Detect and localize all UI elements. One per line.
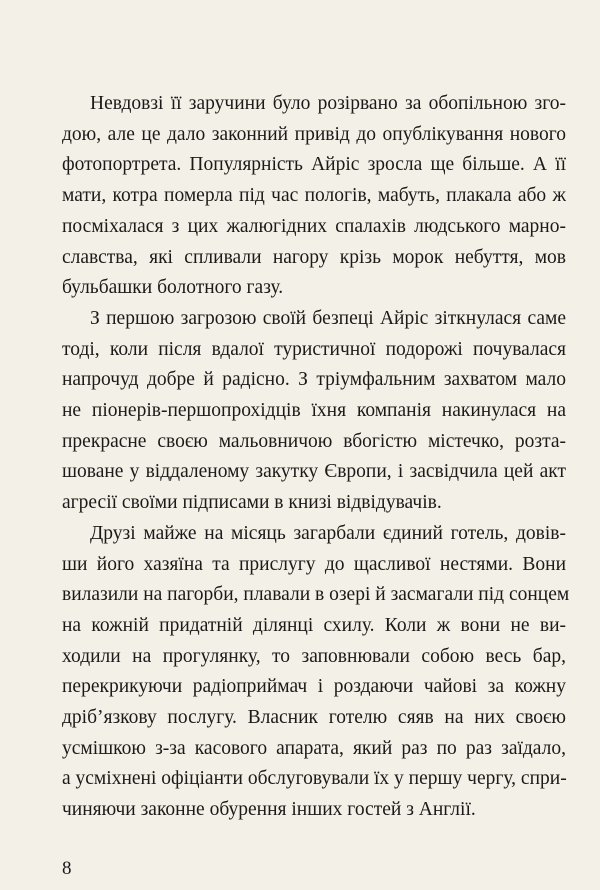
text-line: перекрикуючи радіоприймач і роздаючи чайові за кожну <box>62 676 566 698</box>
paragraph <box>62 304 566 519</box>
text-line: славства, які спливали нагору крізь морок небуття, мов <box>62 246 566 268</box>
text-line: мати, котра померла під час пологів, мабуть, плакала або ж <box>62 185 566 207</box>
text-line: ходили на прогулянку, то заповнювали собою весь бар, <box>62 645 566 667</box>
page-number: 8 <box>62 858 72 879</box>
text-line: ши його хазяїна та прислугу до щасливої нестями. Вони <box>62 553 566 575</box>
text-line: шоване у віддаленому закутку Європи, і засвідчила цей акт <box>62 461 566 483</box>
text-line: дою, але це дало законний привід до опублікування нового <box>62 123 566 145</box>
paragraph <box>62 519 570 826</box>
text-line: на кожній придатній ділянці схилу. Коли ж вони не ви- <box>62 614 566 636</box>
text-line: Друзі майже на місяць загарбали єдиний готель, довів- <box>90 522 566 544</box>
text-line: посміхалася з цих жалюгідних спалахів людського марно- <box>62 215 566 237</box>
text-line: напрочуд добре й радісно. З тріумфальним захватом мало <box>62 369 566 391</box>
text-line: Невдовзі її заручини було розірвано за обопільною зго- <box>90 93 566 114</box>
text-line: вилазили на пагорби, плавали в озері й засмагали під сонцем <box>62 584 570 606</box>
text-line: чиняючи законне обурення інших гостей з Англії. <box>62 799 476 821</box>
page-body <box>62 89 570 826</box>
text-line: не піонерів-першопрохідців їхня компанія накинулася на <box>62 400 566 422</box>
text-line: дріб’язкову послугу. Власник готелю сяяв на них своєю <box>62 707 566 729</box>
text-line: усмішкою з-за касового апарата, який раз по раз заїдало, <box>62 737 566 759</box>
text-line: агресії своїми підписами в книзі відвідувачів. <box>62 492 442 514</box>
paragraph <box>62 89 566 304</box>
text-line: З першою загрозою своїй безпеці Айріс зіткнулася саме <box>90 307 566 329</box>
text-line: фотопортрета. Популярність Айріс зросла ще більше. А її <box>62 154 566 176</box>
text-line: тоді, коли після вдалої туристичної подорожі почувалася <box>62 338 566 360</box>
text-line: прекрасне своєю мальовничою вбогістю містечко, розта- <box>62 430 566 452</box>
text-line: а усміхнені офіціанти обслуговували їх у першу чергу, спри- <box>62 768 567 790</box>
text-line: бульбашки болотного газу. <box>62 277 284 299</box>
